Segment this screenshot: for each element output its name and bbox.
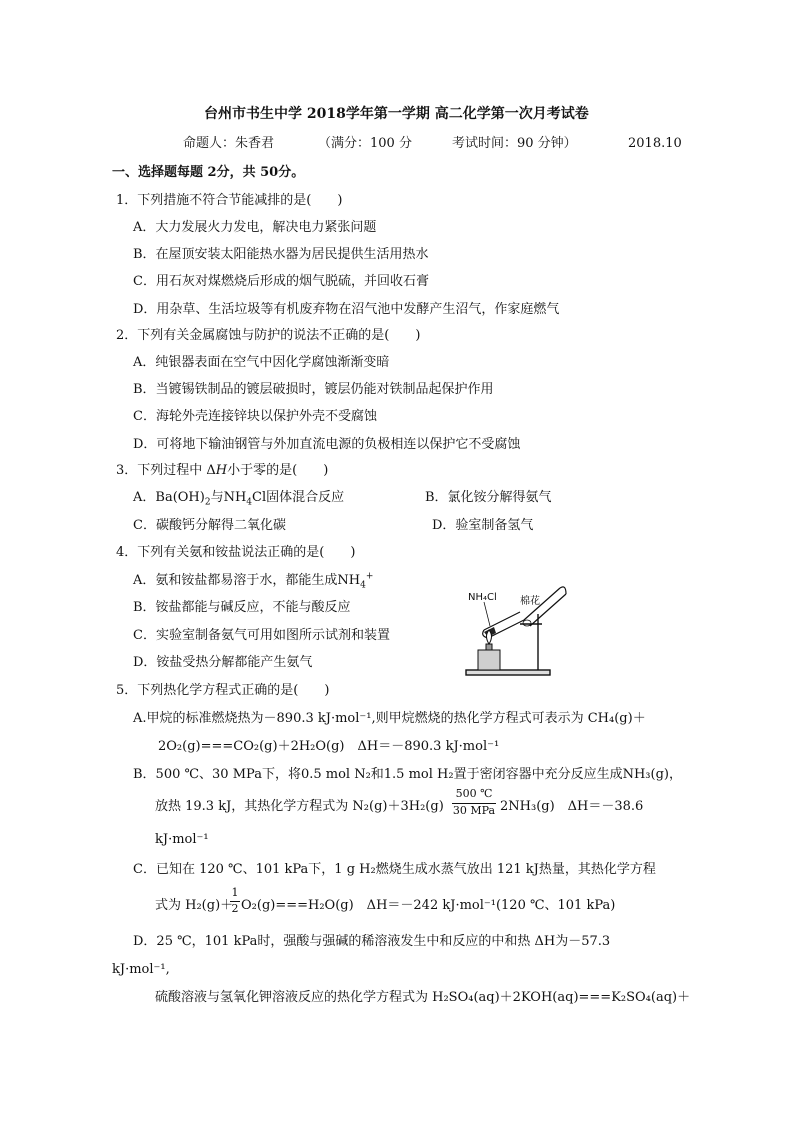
q1-option-c: C．用石灰对煤燃烧后形成的烟气脱硫，并回收石膏 (133, 274, 429, 289)
q4-option-d: D．铵盐受热分解都能产生氨气 (133, 655, 313, 670)
q5-option-b-line3: kJ·mol⁻¹ (155, 832, 209, 847)
q5-option-b-line1: B．500 ℃、30 MPa下，将0.5 mol N₂和1.5 mol H₂置于密闭容器中充分反应生成NH₃(g)， (133, 767, 682, 782)
alcohol-lamp (478, 630, 500, 670)
q1-option-b: B．在屋顶安装太阳能热水器为居民提供生活用热水 (133, 247, 429, 262)
fig-label-nh4cl: NH₄Cl (468, 592, 497, 603)
q4-option-c: C．实验室制备氨气可用如图所示试剂和装置 (133, 628, 390, 643)
q5-b-cond-top: 500 ℃ (455, 787, 493, 800)
q5-option-d-line1: D．25 ℃，101 kPa时，强酸与强碱的稀溶液发生中和反应的中和热 ΔH为－57.3 (133, 934, 611, 949)
q3-option-d: D．验室制备氢气 (432, 518, 534, 533)
q4-option-b: B．铵盐都能与碱反应，不能与酸反应 (133, 600, 351, 615)
q1-stem: 1．下列措施不符合节能减排的是( ) (116, 193, 343, 208)
q3-option-b: B．氯化铵分解得氨气 (425, 490, 552, 505)
q2-stem: 2．下列有关金属腐蚀与防护的说法不正确的是( ) (116, 328, 421, 343)
q5-option-d-line2: kJ·mol⁻¹, (112, 962, 170, 977)
ammonia-apparatus-figure (462, 578, 582, 678)
q5-b-cond-bot: 30 MPa (452, 804, 496, 817)
q5-stem: 5．下列热化学方程式正确的是( ) (116, 683, 330, 698)
q2-option-b: B．当镀锡铁制品的镀层破损时，镀层仍能对铁制品起保护作用 (133, 382, 494, 397)
q5-option-d-line3: 硫酸溶液与氢氧化钾溶液反应的热化学方程式为 H₂SO₄(aq)＋2KOH(aq)===K₂SO₄(aq)＋ (155, 990, 691, 1005)
page-title: 台州市书生中学 2018学年第一学期 高二化学第一次月考试卷 (204, 106, 589, 122)
fig-label-cotton: 棉花 (520, 596, 540, 607)
q4-stem: 4．下列有关氨和铵盐说法正确的是( ) (116, 545, 356, 560)
q5-option-c-line2-b: O₂(g)===H₂O(g) ΔH＝－242 kJ·mol⁻¹(120 ℃、101 kPa) (241, 898, 616, 913)
q5-option-c-line1: C．已知在 120 ℃、101 kPa下，1 g H₂燃烧生成水蒸气放出 121 kJ热量，其热化学方程 (133, 862, 656, 877)
q5-option-b-line2-b: 2NH₃(g) ΔH＝－38.6 (500, 799, 644, 814)
q5-c-frac-num: 1 (231, 886, 239, 899)
q2-option-c: C．海轮外壳连接锌块以保护外壳不受腐蚀 (133, 409, 377, 424)
q5-option-a-line1: A.甲烷的标准燃烧热为－890.3 kJ·mol⁻¹,则甲烷燃烧的热化学方程式可表示为 CH₄(g)＋ (133, 711, 646, 726)
time-line: 考试时间：90 分钟） (452, 136, 577, 151)
section-heading: 一、选择题每题 2分，共 50分。 (112, 165, 305, 180)
cotton-plug (523, 620, 531, 626)
score-line: （满分：100 分 (318, 136, 412, 151)
q2-option-d: D．可将地下输油钢管与外加直流电源的负极相连以保护它不受腐蚀 (133, 437, 521, 452)
q1-option-a: A．大力发展火力发电，解决电力紧张问题 (133, 220, 377, 235)
q5-option-a-line2: 2O₂(g)===CO₂(g)＋2H₂O(g) ΔH＝－890.3 kJ·mol⁻¹ (158, 739, 500, 754)
q3-option-a: A．$Ba(OH)_2$与$NH_4Cl$固体混合反应 (133, 490, 345, 508)
q5-option-b-line2-a: 放热 19.3 kJ，其热化学方程式为 N₂(g)＋3H₂(g) (155, 799, 444, 814)
q4-option-a: A．氨和铵盐都易溶于水，都能生成$NH_4^+$ (133, 571, 374, 591)
q2-option-a: A．纯银器表面在空气中因化学腐蚀渐渐变暗 (133, 355, 390, 370)
q3-option-c: C．碳酸钙分解得二氧化碳 (133, 518, 286, 533)
q5-c-frac-den: 2 (231, 902, 239, 915)
q5-option-c-line2-a: 式为 H₂(g)＋ (155, 898, 234, 913)
q1-option-d: D．用杂草、生活垃圾等有机废弃物在沼气池中发酵产生沼气，作家庭燃气 (133, 302, 560, 317)
q3-stem: 3．下列过程中 ΔH小于零的是( ) (116, 463, 329, 478)
author-line: 命题人：朱香君 (183, 136, 275, 151)
date-line: 2018.10 (628, 136, 682, 151)
